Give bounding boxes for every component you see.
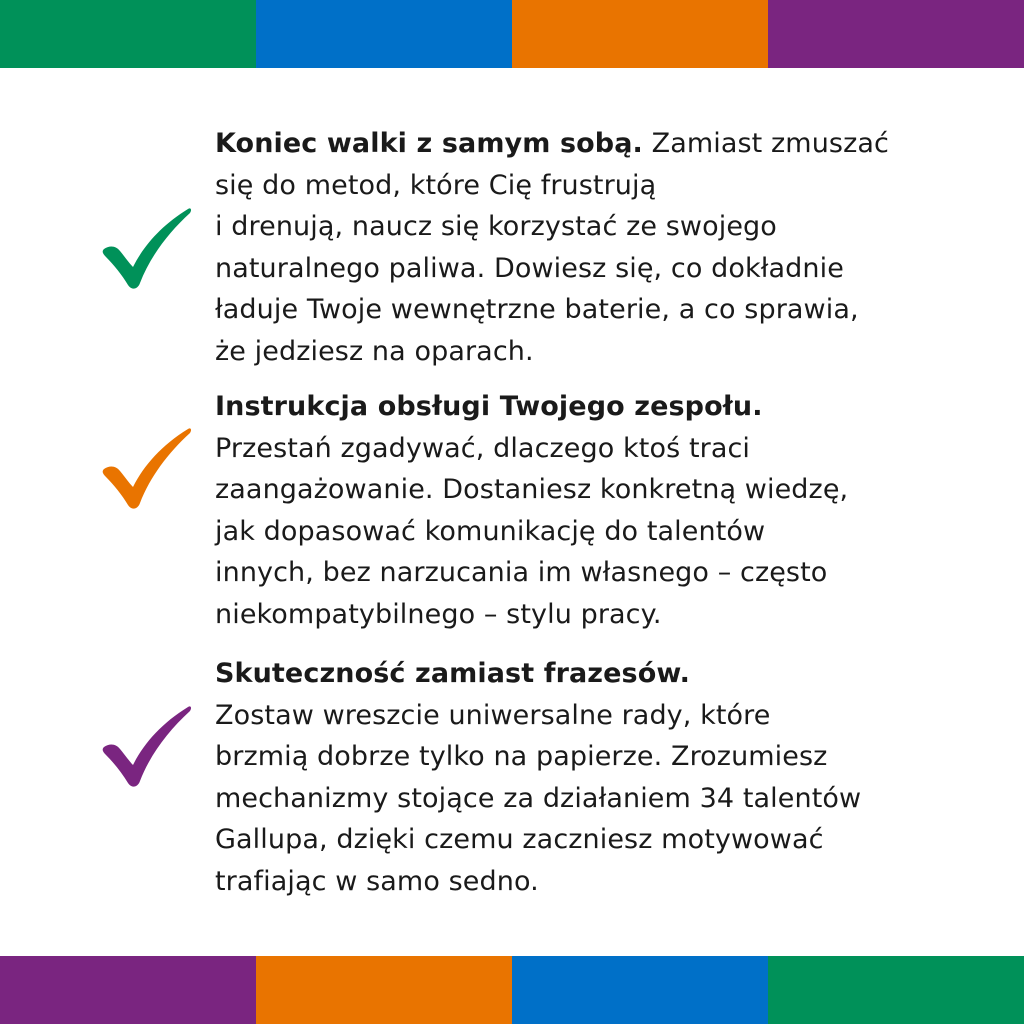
bottom-color-bar [0, 956, 1024, 1024]
benefit-line: Gallupa, dzięki czemu zaczniesz motywować [215, 824, 824, 855]
checkmark-shape [103, 428, 191, 508]
checkmark-icon [102, 205, 192, 291]
top-color-bar [0, 0, 1024, 68]
benefit-line: innych, bez narzucania im własnego – często [215, 557, 828, 588]
bottom-bar-segment-orange [256, 956, 512, 1024]
benefit-line: naturalnego paliwa. Dowiesz się, co dokładnie [215, 252, 844, 284]
benefit-line-text: Zamiast zmuszać [642, 128, 889, 159]
top-bar-segment-orange [512, 0, 768, 68]
benefit-line [215, 123, 955, 165]
benefit-title-1: Koniec walki z samym sobą. [215, 128, 643, 159]
checkmark-shape [103, 706, 191, 786]
benefit-line: zaangażowanie. Dostaniesz konkretną wiedzę, [215, 474, 849, 505]
benefit-title-2: Instrukcja obsługi Twojego zespołu. [215, 391, 763, 422]
bottom-bar-segment-purple [0, 956, 256, 1024]
top-bar-segment-purple [768, 0, 1024, 68]
benefit-line: Przestań zgadywać, dlaczego ktoś traci [215, 432, 751, 464]
benefit-line: niekompatybilnego – stylu pracy. [215, 598, 662, 630]
benefit-line: mechanizmy stojące za działaniem 34 talentów [215, 782, 862, 814]
benefit-line: i drenują, naucz się korzystać ze swojego [215, 211, 777, 242]
checkmark-icon [102, 425, 192, 511]
benefit-text-1 [215, 123, 955, 372]
bottom-bar-segment-green [768, 956, 1024, 1024]
checkmark-icon-svg [102, 205, 192, 291]
benefit-line: brzmią dobrze tylko na papierze. Zrozumiesz [215, 741, 828, 772]
checkmark-icon-svg [102, 425, 192, 511]
benefit-line: że jedziesz na oparach. [215, 335, 534, 367]
benefit-line: ładuje Twoje wewnętrzne baterie, a co sprawia, [215, 294, 859, 325]
benefit-text-3 [215, 653, 955, 902]
top-bar-segment-green [0, 0, 256, 68]
benefit-text-2 [215, 386, 955, 635]
checkmark-shape [103, 208, 191, 288]
benefit-line: jak dopasować komunikację do talentów [215, 515, 766, 547]
benefit-line: trafiając w samo sedno. [215, 865, 539, 897]
bottom-bar-segment-blue [512, 956, 768, 1024]
benefit-line: Zostaw wreszcie uniwersalne rady, które [215, 699, 771, 731]
benefit-line: się do metod, które Cię frustrują [215, 169, 657, 201]
checkmark-icon [102, 703, 192, 789]
top-bar-segment-blue [256, 0, 512, 68]
checkmark-icon-svg [102, 703, 192, 789]
benefit-title-3: Skuteczność zamiast frazesów. [215, 658, 691, 689]
